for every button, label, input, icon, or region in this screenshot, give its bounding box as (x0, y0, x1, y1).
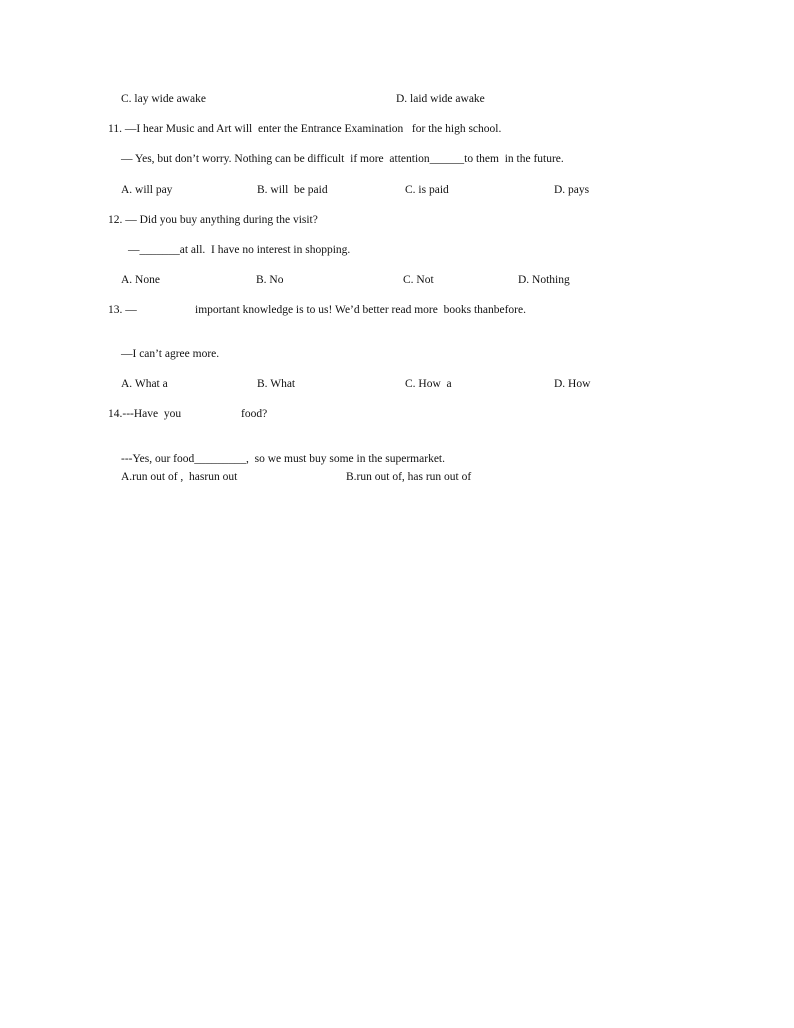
q12-option-b: B. No (256, 274, 284, 286)
q14-option-a: A.run out of , hasrun out (121, 471, 238, 483)
q11-option-b: B. will be paid (257, 184, 328, 196)
q11-reply: — Yes, but don’t worry. Nothing can be difficult if more attention______to them in the future. (121, 153, 564, 165)
q14-reply: ---Yes, our food_________, so we must buy some in the supermarket. (121, 453, 445, 465)
q12-option-c: C. Not (403, 274, 434, 286)
q13-option-c: C. How a (405, 378, 452, 390)
q14-question-start: 14.---Have you (108, 408, 182, 420)
q13-option-a: A. What a (121, 378, 168, 390)
q11-option-a: A. will pay (121, 184, 173, 196)
q11-option-d: D. pays (554, 184, 590, 196)
q13-question-rest: important knowledge is to us! We’d better read more books thanbefore. (195, 304, 526, 316)
q14-question-rest: food? (241, 408, 268, 420)
q13-question-start: 13. — (108, 304, 137, 316)
q13-reply: —I can’t agree more. (121, 348, 220, 360)
q10-option-d: D. laid wide awake (396, 93, 485, 105)
q13-option-d: D. How (554, 378, 591, 390)
q13-option-b: B. What (257, 378, 296, 390)
q14-option-b: B.run out of, has run out of (346, 471, 472, 483)
q12-option-d: D. Nothing (518, 274, 570, 286)
q11-question: 11. —I hear Music and Art will enter the Entrance Examination for the high school. (108, 123, 502, 135)
q11-option-c: C. is paid (405, 184, 449, 196)
q12-reply: —_______at all. I have no interest in shopping. (128, 244, 351, 256)
q12-question: 12. — Did you buy anything during the visit? (108, 214, 318, 226)
q10-option-c: C. lay wide awake (121, 93, 206, 105)
q12-option-a: A. None (121, 274, 160, 286)
